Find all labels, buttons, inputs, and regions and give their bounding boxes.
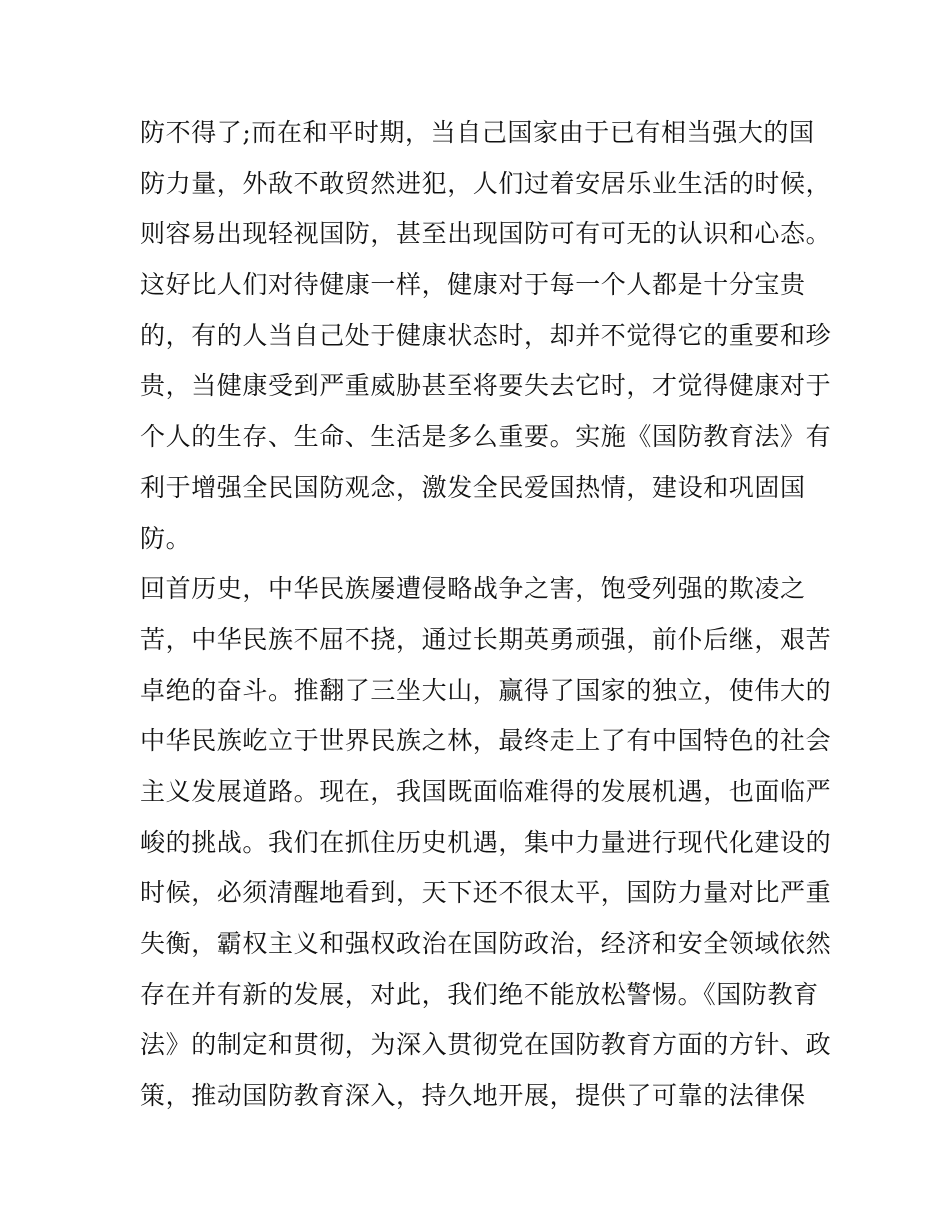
text-line: 失衡，霸权主义和强权政治在国防政治，经济和安全领域依然 [140, 929, 832, 958]
text-line: 则容易出现轻视国防，甚至出现国防可有可无的认识和心态。 [140, 219, 832, 249]
text-line: 卓绝的奋斗。推翻了三坐大山，赢得了国家的独立，使伟大的 [140, 675, 832, 705]
text-line: 利于增强全民国防观念，激发全民爱国热情，建设和巩固国 [140, 472, 806, 502]
text-line: 策，推动国防教育深入，持久地开展，提供了可靠的法律保 [140, 1081, 806, 1111]
text-line: 防力量，外敌不敢贸然进犯，人们过着安居乐业生活的时候， [140, 168, 832, 198]
text-line: 防。 [140, 523, 192, 553]
text-line: 回首历史，中华民族屡遭侵略战争之害，饱受列强的欺凌之 [140, 574, 806, 604]
text-line: 个人的生存、生命、生活是多么重要。实施《国防教育法》有 [140, 422, 832, 452]
body-text [140, 108, 830, 1122]
text-line: 苦，中华民族不屈不挠，通过长期英勇顽强，前仆后继，艰苦 [140, 624, 832, 654]
text-line: 存在并有新的发展，对此，我们绝不能放松警惕。《国防教育 [140, 979, 819, 1009]
text-line: 时候，必须清醒地看到，天下还不很太平，国防力量对比严重 [140, 878, 832, 908]
text-line: 法》的制定和贯彻，为深入贯彻党在国防教育方面的方针、政 [140, 1030, 832, 1060]
text-line: 贵，当健康受到严重威胁甚至将要失去它时，才觉得健康对于 [140, 371, 832, 401]
text-line: 这好比人们对待健康一样，健康对于每一个人都是十分宝贵 [140, 270, 806, 300]
text-line: 防不得了;而在和平时期，当自己国家由于已有相当强大的国 [140, 118, 815, 147]
text-line: 的，有的人当自己处于健康状态时，却并不觉得它的重要和珍 [140, 320, 832, 350]
text-line: 峻的挑战。我们在抓住历史机遇，集中力量进行现代化建设的 [140, 827, 832, 857]
text-line: 主义发展道路。现在，我国既面临难得的发展机遇，也面临严 [140, 776, 832, 806]
text-line: 中华民族屹立于世界民族之林，最终走上了有中国特色的社会 [140, 726, 832, 756]
